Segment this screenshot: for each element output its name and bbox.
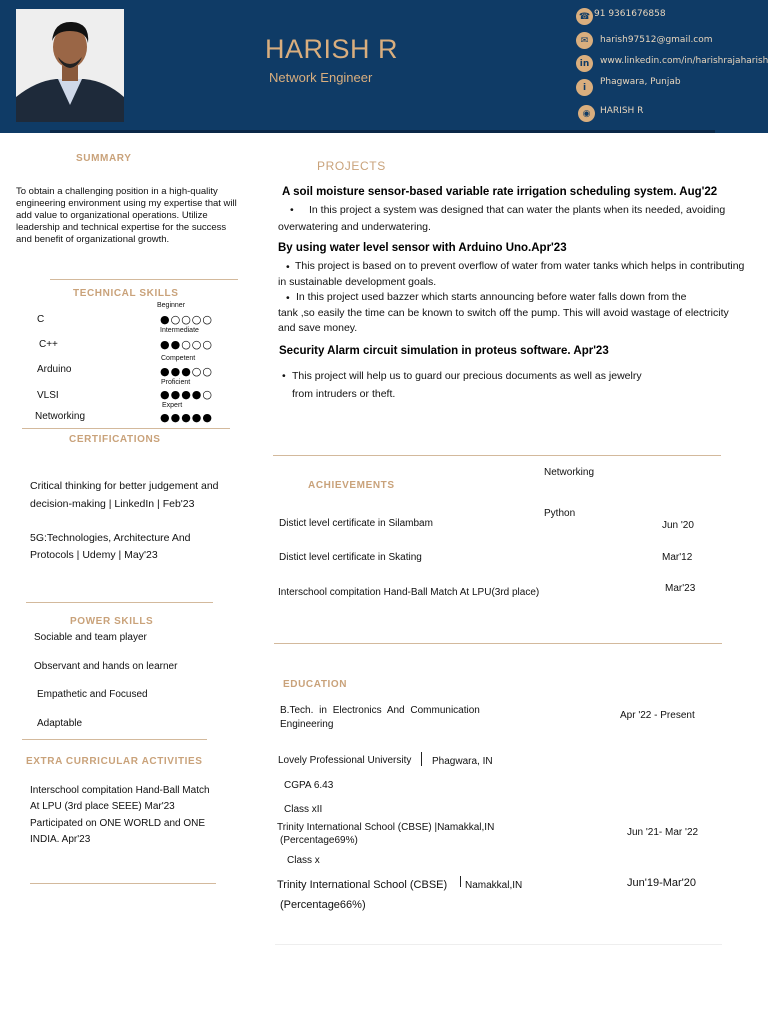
email-icon: ✉ xyxy=(576,32,593,49)
separator xyxy=(421,752,422,766)
project-text: in sustainable development goals. xyxy=(278,276,437,288)
cgpa: CGPA 6.43 xyxy=(284,780,334,791)
divider xyxy=(50,279,238,280)
project-title: Security Alarm circuit simulation in proteus software. Apr'23 xyxy=(279,345,609,357)
bullet-icon: • xyxy=(282,370,286,382)
divider xyxy=(275,944,722,945)
summary-text: To obtain a challenging position in a high-quality engineering environment using my expertise that will add value to organizational operations. Utilize leadership and technical expertise for the success and benefit of organizational growth. xyxy=(16,186,237,245)
power-skill-item: Sociable and team player xyxy=(34,632,147,643)
candidate-name: HARISH R xyxy=(265,34,399,64)
class12-school: Trinity International School (CBSE) |Namakkal,IN xyxy=(277,822,495,833)
profile-photo xyxy=(16,9,124,122)
divider xyxy=(22,739,207,740)
separator xyxy=(460,876,461,887)
extra-curricular-heading: EXTRA CURRICULAR ACTIVITIES xyxy=(26,756,203,767)
degree-line: Engineering xyxy=(280,719,334,730)
project-text: overwatering and underwatering. xyxy=(278,221,431,233)
class10-location: Namakkal,IN xyxy=(465,880,523,891)
divider xyxy=(30,883,216,884)
contact-location: Phagwara, Punjab xyxy=(600,77,681,87)
class10-label: Class x xyxy=(287,855,320,866)
candidate-title: Network Engineer xyxy=(269,70,373,85)
skill-rating: ●●●●● xyxy=(160,411,213,424)
profile-avatar-icon xyxy=(16,9,124,122)
skill-name: Networking xyxy=(35,411,86,422)
certification-line: Protocols | Udemy | May'23 xyxy=(30,549,158,561)
project-text: and save money. xyxy=(278,322,358,334)
bullet-icon: • xyxy=(286,292,290,304)
skill-name: VLSI xyxy=(37,390,59,401)
class10-date: Jun'19-Mar'20 xyxy=(627,877,697,889)
skill-level-label: Beginner xyxy=(157,302,186,309)
project-text: This project will help us to guard our precious documents as well as jewelry xyxy=(292,370,642,382)
contact-email[interactable]: harish97512@gmail.com xyxy=(600,35,713,45)
project-text: In this project a system was designed that can water the plants when its needed, avoiding xyxy=(309,204,726,216)
class10-school: Trinity International School (CBSE) xyxy=(277,879,448,891)
skills-heading: TECHNICAL SKILLS xyxy=(73,288,179,299)
degree-date: Apr '22 - Present xyxy=(620,710,695,721)
skill-rating: ●●○○○ xyxy=(160,338,213,351)
extra-curricular-line: Participated on ONE WORLD and ONE xyxy=(30,818,206,829)
extra-curricular-line: Interschool compitation Hand-Ball Match xyxy=(30,785,210,796)
skill-rating: ●○○○○ xyxy=(160,313,213,326)
project-text: In this project used bazzer which starts announcing before water falls down from the xyxy=(296,291,687,303)
university-location: Phagwara, IN xyxy=(432,756,493,767)
certification-line: Critical thinking for better judgement and xyxy=(30,480,219,492)
extra-curricular-line: INDIA. Apr'23 xyxy=(30,834,91,845)
divider xyxy=(274,643,722,644)
skill-rating: ●●●○○ xyxy=(160,365,213,378)
achievement-text: Distict level certificate in Silambam xyxy=(279,518,433,529)
university-name: Lovely Professional University xyxy=(278,755,412,766)
skill-level-label: Intermediate xyxy=(160,327,199,334)
project-text: tank ,so easily the time can be known to switch off the pump. This will avoid wastage of electricity xyxy=(278,307,729,319)
location-icon: i xyxy=(576,79,593,96)
extra-curricular-line: At LPU (3rd place SEEE) Mar'23 xyxy=(30,801,175,812)
degree-line: B.Tech. in Electronics And Communication xyxy=(280,705,480,716)
skill-level-label: Proficient xyxy=(161,379,191,386)
power-skill-item: Empathetic and Focused xyxy=(37,689,148,700)
skill-level-label: Expert xyxy=(162,402,183,409)
power-skill-item: Observant and hands on learner xyxy=(34,661,178,672)
achievements-heading: ACHIEVEMENTS xyxy=(308,480,395,491)
skill-rating: ●●●●○ xyxy=(160,388,213,401)
summary-heading: SUMMARY xyxy=(76,153,132,164)
certification-line: 5G:Technologies, Architecture And xyxy=(30,532,191,544)
stray-label: Networking xyxy=(544,467,595,478)
power-skills-heading: POWER SKILLS xyxy=(70,616,154,627)
project-title: A soil moisture sensor-based variable rate irrigation scheduling system. Aug'22 xyxy=(282,186,718,198)
power-skill-item: Adaptable xyxy=(37,718,83,729)
skill-name: C xyxy=(37,314,45,325)
class10-percentage: (Percentage66%) xyxy=(280,899,366,911)
certifications-heading: CERTIFICATIONS xyxy=(69,434,161,445)
skill-name: C++ xyxy=(39,339,58,350)
phone-icon: ☎ xyxy=(576,8,593,25)
divider xyxy=(22,428,230,429)
stray-label: Python xyxy=(544,508,576,519)
class12-label: Class xII xyxy=(284,804,323,815)
skill-name: Arduino xyxy=(37,364,72,375)
class12-date: Jun '21- Mar '22 xyxy=(627,827,699,838)
linkedin-icon: in xyxy=(576,55,593,72)
contact-github[interactable]: HARISH R xyxy=(600,106,644,116)
certification-line: decision-making | LinkedIn | Feb'23 xyxy=(30,498,195,510)
github-icon: ◉ xyxy=(578,105,595,122)
project-text: This project is based on to prevent overflow of water from water tanks which helps in contributing xyxy=(295,260,745,272)
education-heading: EDUCATION xyxy=(283,679,348,690)
achievement-text: Interschool compitation Hand-Ball Match At LPU(3rd place) xyxy=(278,587,540,598)
divider xyxy=(26,602,213,603)
skill-level-label: Competent xyxy=(161,355,196,362)
contact-phone: 91 9361676858 xyxy=(594,9,666,19)
header-divider xyxy=(50,130,715,133)
bullet-icon: • xyxy=(290,204,294,216)
achievement-date: Mar'23 xyxy=(665,583,696,594)
project-title: By using water level sensor with Arduino Uno.Apr'23 xyxy=(278,242,567,254)
achievement-date: Mar'12 xyxy=(662,552,693,563)
contact-linkedin[interactable]: www.linkedin.com/in/harishrajaharish xyxy=(600,56,768,66)
class12-percentage: (Percentage69%) xyxy=(280,835,358,846)
project-text: from intruders or theft. xyxy=(292,388,396,400)
achievement-date: Jun '20 xyxy=(662,520,694,531)
projects-heading: PROJECTS xyxy=(317,159,386,173)
divider xyxy=(273,455,721,456)
bullet-icon: • xyxy=(286,261,290,273)
achievement-text: Distict level certificate in Skating xyxy=(279,552,422,563)
